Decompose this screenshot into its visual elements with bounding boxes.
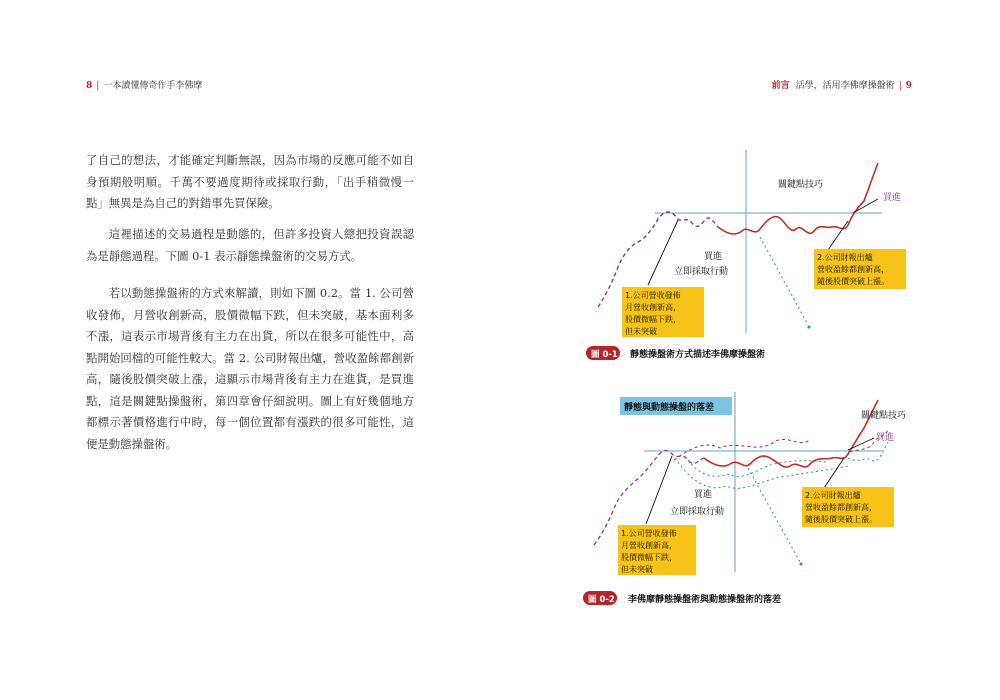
projection-end-dot (808, 326, 811, 329)
act-now-label: 立即採取行動 (670, 507, 725, 517)
projected-down-path (760, 237, 808, 325)
paragraph-1: 了自己的想法，才能確定判斷無誤，因為市場的反應可能不如自身預期般明順。千萬不要過度期待或採取行動，「出手稍微慢一點」無異是為自己的對錯事先買保險。 (86, 153, 414, 210)
pointer-line-2 (824, 458, 844, 488)
price-line (718, 163, 878, 234)
box1-line-3: 股價微幅下跌， (621, 553, 677, 562)
buy-pointer-line (853, 199, 878, 213)
right-running-header (772, 78, 912, 91)
box1-line-4: 但未突破 (621, 565, 653, 574)
pointer-line-2 (828, 221, 848, 250)
right-page (500, 0, 1000, 700)
section-label: 前言 (771, 81, 790, 91)
dashed-alt-path-1 (674, 439, 810, 460)
projected-down-path (748, 468, 800, 562)
key-point-label: 關鍵點技巧 (861, 411, 907, 421)
box1-line-2: 月營收創新高， (625, 303, 681, 312)
key-point-label: 關鍵點技巧 (778, 180, 824, 190)
buy-label-right: 買進 (876, 433, 895, 443)
caption-badge: 圖 0-2 (588, 595, 615, 605)
pointer-line-1 (646, 456, 672, 524)
box1-line-1: 1.公司營收發佈 (621, 529, 677, 538)
book-title: 一本讀懂傳奇作手李佛摩 (103, 81, 203, 91)
projection-end-dot (800, 563, 803, 566)
chapter-title: 活學，活用李佛摩操盤術 (795, 81, 895, 91)
caption-badge: 圖 0-1 (591, 350, 618, 360)
box2-line-1: 2.公司財報出爐 (805, 491, 861, 500)
box2-line-1: 2.公司財報出爐 (817, 253, 873, 262)
paragraph-3: 若以動態操盤術的方式來解讀，則如下圖 0.2。當 1. 公司營收發佈，月營收創新高，股價微幅下跌，但未突破，基本面利多不漲，這表示市場背後有主力在出貨，所以在很多可能性中，高點開始回檔的可能性較大。當 2. 公司財報出爐，營收盈餘都創新高，隨後股價突破上漲，這顯示市場背後有主力在進貨，是買進點，這是關鍵點操盤術，第四章會仔細說明。圖上有好幾個地方都標示著價格進行中時，每一個位置都有漲跌的很多可能性，這便是動態操盤術。 (86, 286, 414, 451)
box2-line-2: 營收盈餘都創新高， (805, 503, 877, 512)
buy-label-mid: 買進 (704, 252, 723, 262)
buy-pointer-line (848, 438, 874, 450)
figure2-caption: 李佛摩靜態操盤術與動態操盤術的落差 (628, 595, 782, 605)
buy-label-mid: 買進 (694, 490, 713, 500)
right-page-number: 9 (905, 81, 912, 91)
header-divider: | (898, 81, 902, 91)
figure2-title: 靜態與動態操盤的落差 (624, 403, 715, 413)
left-page-number: 8 (86, 81, 93, 91)
left-running-header (86, 78, 202, 91)
figure-0-1 (578, 145, 918, 370)
box1-line-4: 但未突破 (625, 327, 657, 336)
box1-line-3: 股價微幅下跌， (625, 315, 681, 324)
act-now-label: 立即採取行動 (674, 267, 729, 277)
figure1-caption: 靜態操盤術方式描述李佛摩操盤術 (630, 350, 766, 360)
box2-line-3: 隨後股價突破上漲。 (817, 277, 889, 286)
box2-line-3: 隨後股價突破上漲。 (805, 515, 877, 524)
paragraph-2: 這裡描述的交易過程是動態的，但許多投資人總把投資誤認為是靜態過程。下圖 0-1 表示靜態操盤術的交易方式。 (86, 227, 414, 263)
buy-label-right: 買進 (883, 193, 902, 203)
header-divider: | (96, 81, 100, 91)
dotted-alt-path-1 (688, 460, 826, 476)
dotted-alt-path-2 (678, 462, 848, 488)
box1-line-2: 月營收創新高， (621, 541, 677, 550)
figure-0-2 (578, 390, 918, 615)
box1-line-1: 1.公司營收發佈 (625, 291, 681, 300)
box2-line-2: 營收盈餘都創新高， (817, 265, 889, 274)
